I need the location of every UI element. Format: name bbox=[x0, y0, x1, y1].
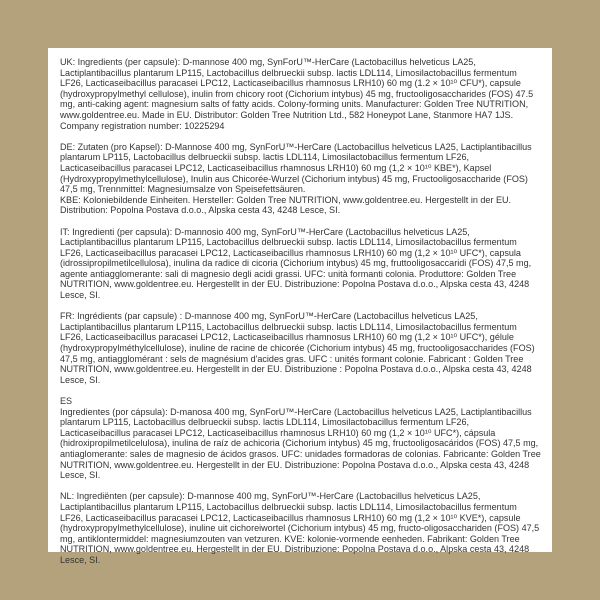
ingredients-fr: FR: Ingrédients (par capsule) : D-mannose 400 mg, SynForU™-HerCare (Lactobacillus helveticus LA25, Lactiplantibacillus plantarum LP115, Lactobacillus delbrueckii subsp. lactis LDL114, Limosilactobacillus fermentum LF26, Lacticaseibacillus paracasei LPC12, Lacticaseibacillus rhamnosus LRH10) 60 mg (1,2 × 10¹⁰ UFC*), gélule (hydroxypropylméthylcellulose), inuline de racine de chicorée (Cichorium intybus) 45 mg, fructooligosaccharides (FOS) 47,5 mg, antiagglomérant : sels de magnésium d'acides gras. UFC : unités formant colonie. Fabricant : Golden Tree NUTRITION, www.goldentree.eu. Hergestellt in der EU. Distribuzione : Popolna Postava d.o.o., Alpska cesta 43, 4248 Lesce, SI. bbox=[60, 311, 538, 385]
ingredients-es: ES Ingredientes (por cápsula): D-manosa 400 mg, SynForU™-HerCare (Lactobacillus helveticus LA25, Lactiplantibacillus plantarum LP115, Lactobacillus delbrueckii subsp. lactis LDL114, Limosilactobacillus fermentum LF26, Lacticaseibacillus paracasei LPC12, Lacticaseibacillus rhamnosus LRH10) 60 mg (1,2 × 10¹⁰ UFC*), cápsula (hidroxipropilmetilcelulosa), inulina de raíz de achicoria (Cichorium intybus) 45 mg, fructooligosacáridos (FOS) 47,5 mg, antiaglomerante: sales de magnesio de ácidos grasos. UFC: unidades formadoras de colonias. Fabricante: Golden Tree NUTRITION, www.goldentree.eu. Hergestellt in der EU. Distribuzione: Popolna Postava d.o.o., Alpska cesta 43, 4248 Lesce, SI. bbox=[60, 396, 541, 481]
ingredients-de: DE: Zutaten (pro Kapsel): D-Mannose 400 mg, SynForU™-HerCare (Lactobacillus helveticus LA25, Lactiplantibacillus plantarum LP115, Lactobacillus delbrueckii subsp. lactis LDL114, Limosilactobacillus fermentum LF26, Lacticaseibacillus paracasei LPC12, Lacticaseibacillus rhamnosus LRH10) 60 mg (1,2 × 10¹⁰ KBE*), Kapsel (Hydroxypropylmethylcellulose), Inulin aus Chicorée-Wurzel (Cichorium intybus) 45 mg, Fructooligosaccharide (FOS) 47,5 mg, Trennmittel: Magnesiumsalze von Speisefettsäuren. KBE: Koloniebildende Einheiten. Hersteller: Golden Tree NUTRITION, www.goldentree.eu. Hergestellt in der EU. Distribution: Popolna Postava d.o.o., Alpska cesta 43, 4248 Lesce, SI. bbox=[60, 141, 532, 216]
ingredients-nl: NL: Ingrediënten (per capsule): D-mannose 400 mg, SynForU™-HerCare (Lactobacillus helveticus LA25, Lactiplantibacillus plantarum LP115, Lactobacillus delbrueckii subsp. lactis LDL114, Limosilactobacillus fermentum LF26, Lacticaseibacillus paracasei LPC12, Lacticaseibacillus rhamnosus LRH10) 60 mg (1,2 × 10¹⁰ KVE*), capsule (hydroxypropylmethylcellulose), inuline uit cichoreiwortel (Cichorium intybus) 45 mg, fructo-oligosacchariden (FOS) 47,5 mg, antiklontermiddel: magnesiumzouten van vetzuren. KVE: kolonie-vormende eenheden. Fabrikant: Golden Tree NUTRITION, www.goldentree.eu. Hergestellt in der EU. Distribuzione: Popolna Postava d.o.o., Alpska cesta 43, 4248 Lesce, SI. bbox=[60, 491, 542, 565]
ingredients-label-panel bbox=[48, 48, 552, 565]
ingredients-uk: UK: Ingredients (per capsule): D-mannose 400 mg, SynForU™-HerCare (Lactobacillus helveticus LA25, Lactiplantibacillus plantarum LP115, Lactobacillus delbrueckii subsp. lactis LDL114, Limosilactobacillus fermentum LF26, Lacticaseibacillus paracasei LPC12, Lacticaseibacillus rhamnosus LRH10) 60 mg (1.2 × 10¹⁰ CFU*), capsule (hydroxypropylmethyl cellulose), inulin from chicory root (Cichorium intybus) 45 mg, fructooligosaccharides (FOS) 47.5 mg, anti-caking agent: magnesium salts of fatty acids. Colony-forming units. Manufacturer: Golden Tree NUTRITION, www.goldentree.eu. Made in EU. Distributor: Golden Tree Nutrition Ltd., 582 Honeypot Lane, Stanmore HA7 1JS. Company registration number: 10225294 bbox=[60, 57, 536, 131]
ingredients-it: IT: Ingredienti (per capsula): D-mannosio 400 mg, SynForU™-HerCare (Lactobacillus helveticus LA25, Lactiplantibacillus plantarum LP115, Lactobacillus delbrueckii subsp. lactis LDL114, Limosilactobacillus fermentum LF26, Lacticaseibacillus paracasei LPC12, Lacticaseibacillus rhamnosus LRH10) 60 mg (1,2 × 10¹⁰ UFC*), capsula (idrossipropilmetilcellulosa), inulina da radice di cicoria (Cichorium intybus) 45 mg, fruttooligosaccaridi (FOS) 47,5 mg, agente antiagglomerante: sali di magnesio degli acidi grassi. UFC: unità formanti colonia. Produttore: Golden Tree NUTRITION, www.goldentree.eu. Hergestellt in der EU. Distribuzione: Popolna Postava d.o.o., Alpska cesta 43, 4248 Lesce, SI. bbox=[60, 226, 534, 301]
